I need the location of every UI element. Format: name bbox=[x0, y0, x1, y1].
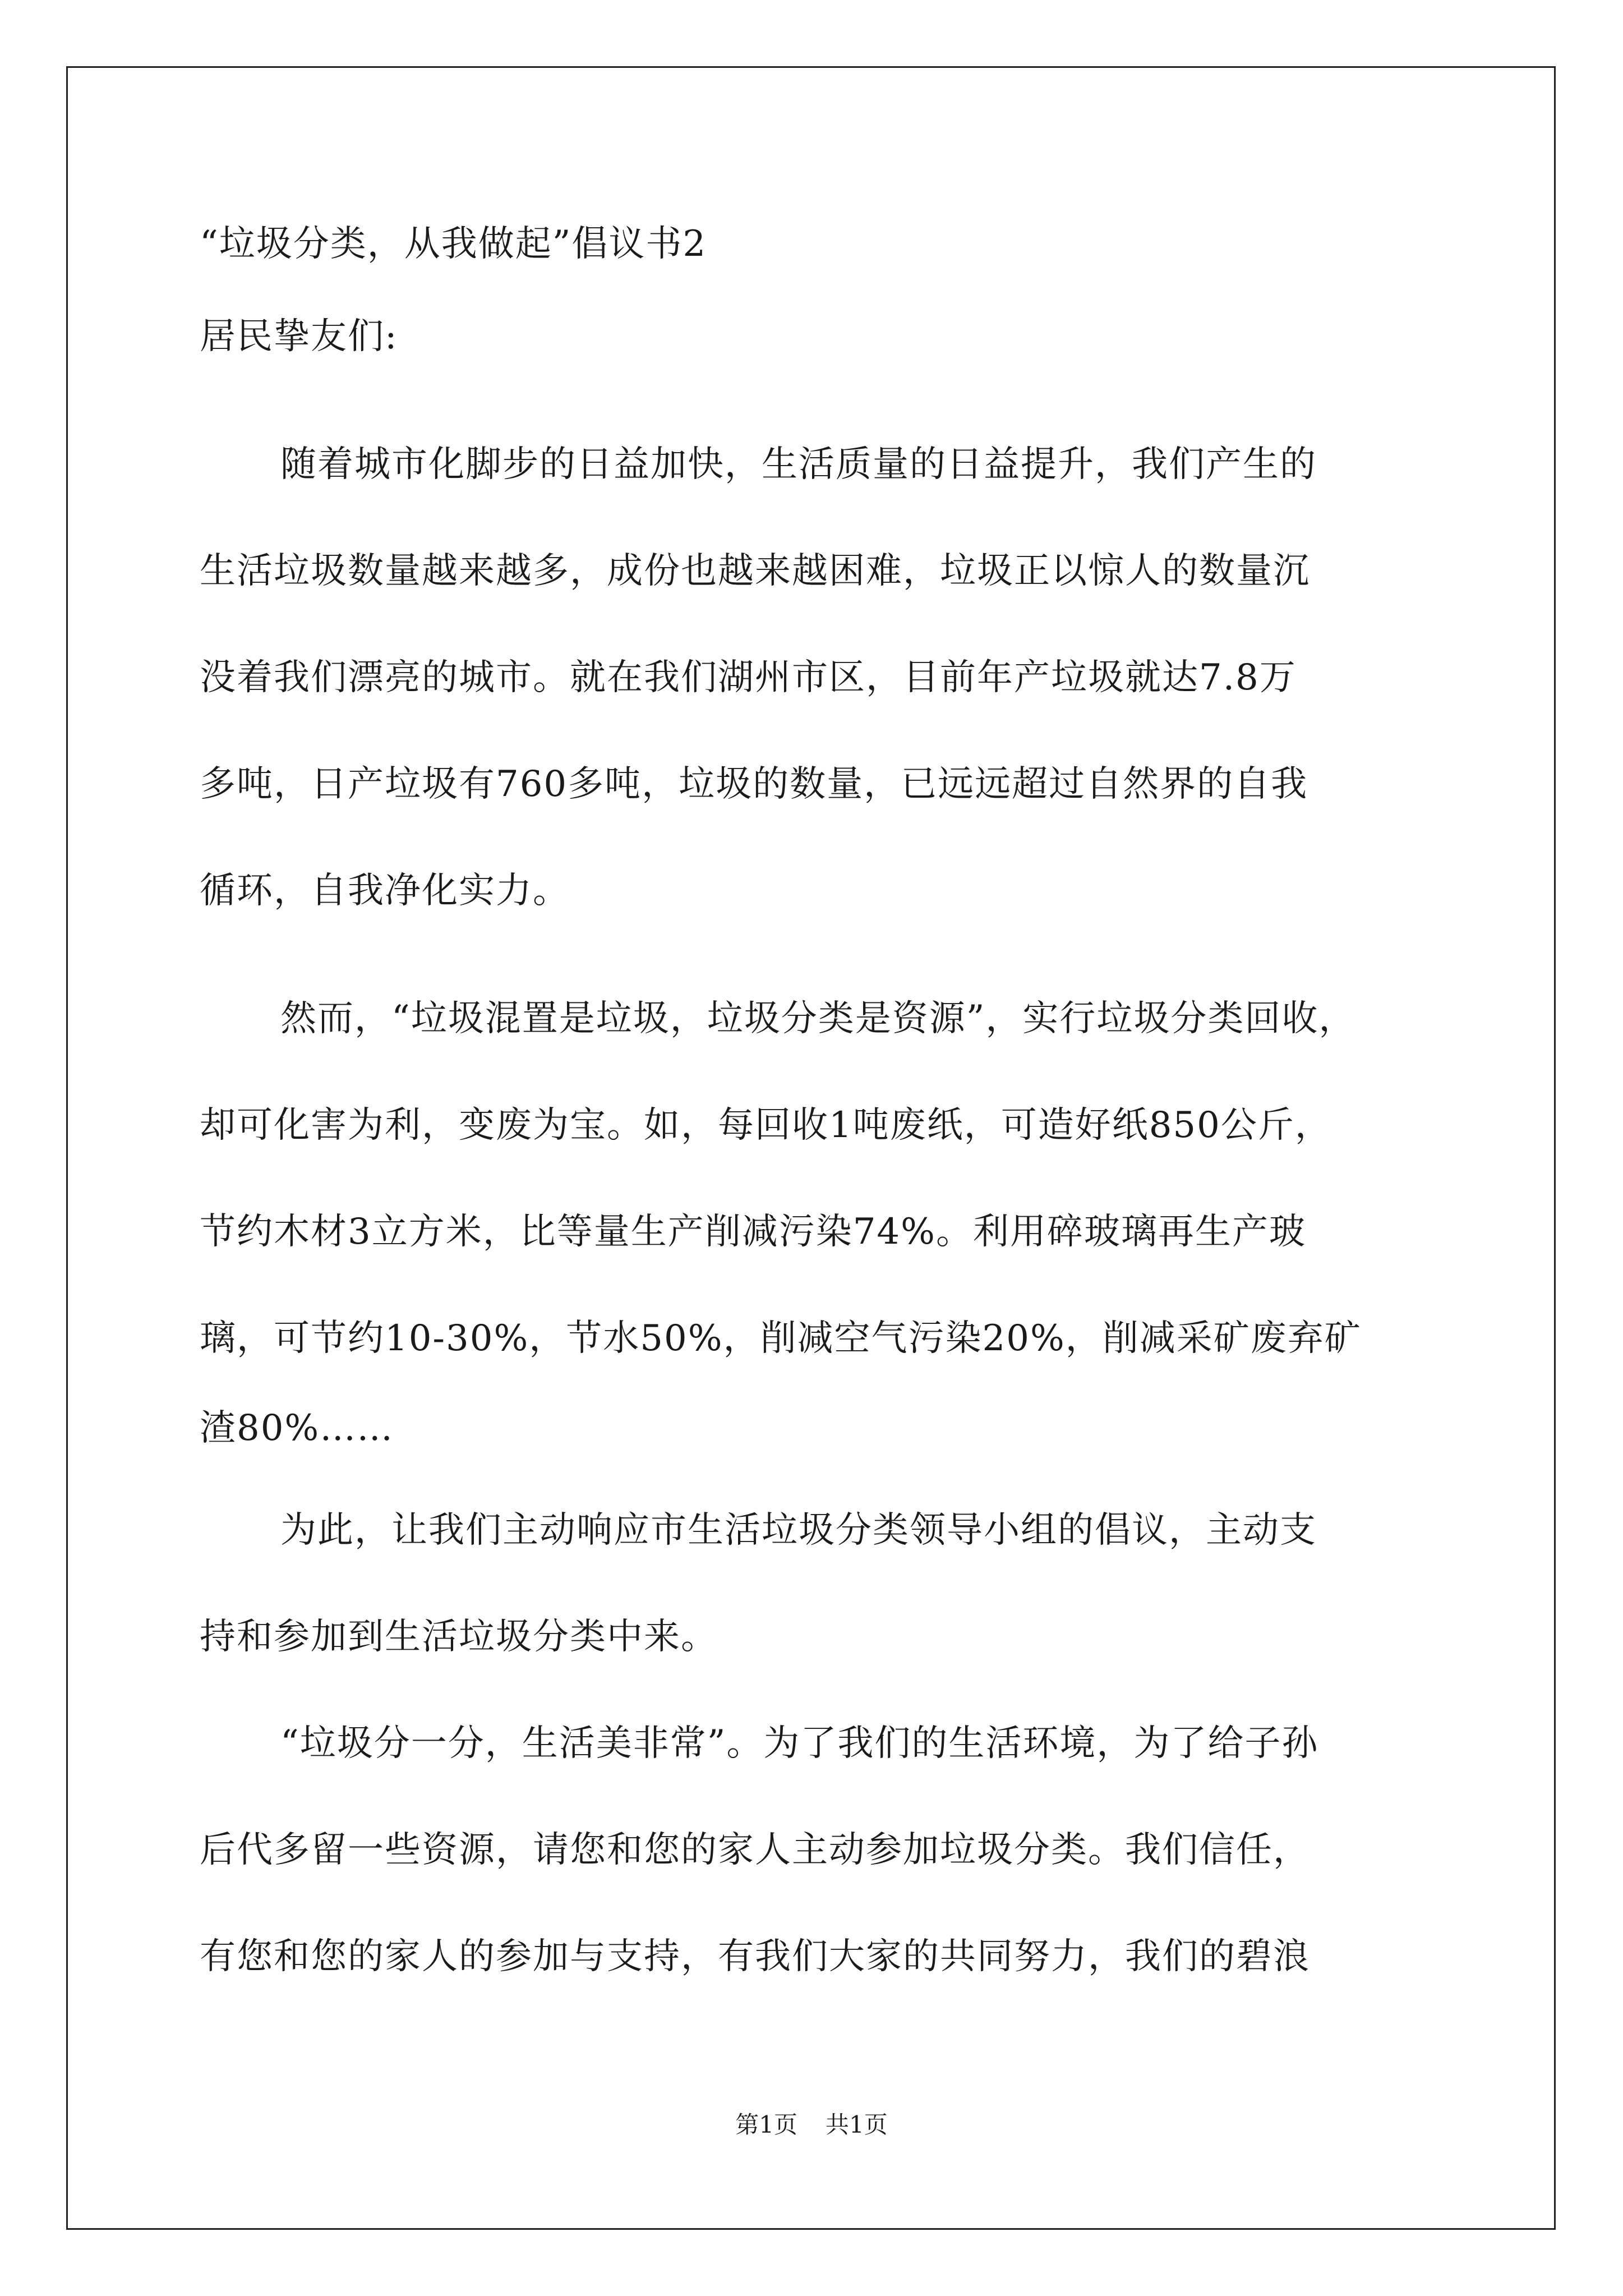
body-line: 却可化害为利，变废为宝。如，每回收1吨废纸，可造好纸850公斤， bbox=[200, 1105, 1332, 1146]
body-line: 后代多留一些资源，请您和您的家人主动参加垃圾分类。我们信任， bbox=[200, 1829, 1310, 1871]
body-line: 有您和您的家人的参加与支持，有我们大家的共同努力，我们的碧浪 bbox=[200, 1936, 1310, 1977]
page-total: 共1页 bbox=[826, 2111, 888, 2138]
body-line: 节约木材3立方米，比等量生产削减污染74%。利用碎玻璃再生产玻 bbox=[200, 1211, 1306, 1253]
body-line: 没着我们漂亮的城市。就在我们湖州市区，目前年产垃圾就达7.8万 bbox=[200, 657, 1297, 698]
page-border bbox=[66, 66, 1556, 2230]
page-number: 第1页 bbox=[735, 2111, 797, 2138]
salutation: 居民挚友们: bbox=[200, 316, 398, 357]
body-line: 多吨，日产垃圾有760多吨，垃圾的数量，已远远超过自然界的自我 bbox=[200, 763, 1308, 805]
page-footer bbox=[0, 2109, 1623, 2141]
body-line: 持和参加到生活垃圾分类中来。 bbox=[200, 1616, 718, 1658]
body-line: 渣80%…… bbox=[200, 1407, 394, 1449]
document-title: “垃圾分类，从我做起”倡议书2 bbox=[200, 223, 707, 265]
body-line: 生活垃圾数量越来越多，成份也越来越困难，垃圾正以惊人的数量沉 bbox=[200, 550, 1310, 592]
body-line: “垃圾分一分，生活美非常”。为了我们的生活环境，为了给子孙 bbox=[280, 1723, 1319, 1764]
body-line: 然而，“垃圾混置是垃圾，垃圾分类是资源”，实行垃圾分类回收， bbox=[280, 998, 1356, 1039]
body-line: 为此，让我们主动响应市生活垃圾分类领导小组的倡议，主动支 bbox=[280, 1510, 1317, 1551]
body-line: 璃，可节约10-30%，节水50%，削减空气污染20%，削减采矿废弃矿 bbox=[200, 1318, 1362, 1359]
body-line: 随着城市化脚步的日益加快，生活质量的日益提升，我们产生的 bbox=[280, 444, 1317, 485]
body-line: 循环，自我净化实力。 bbox=[200, 870, 570, 912]
